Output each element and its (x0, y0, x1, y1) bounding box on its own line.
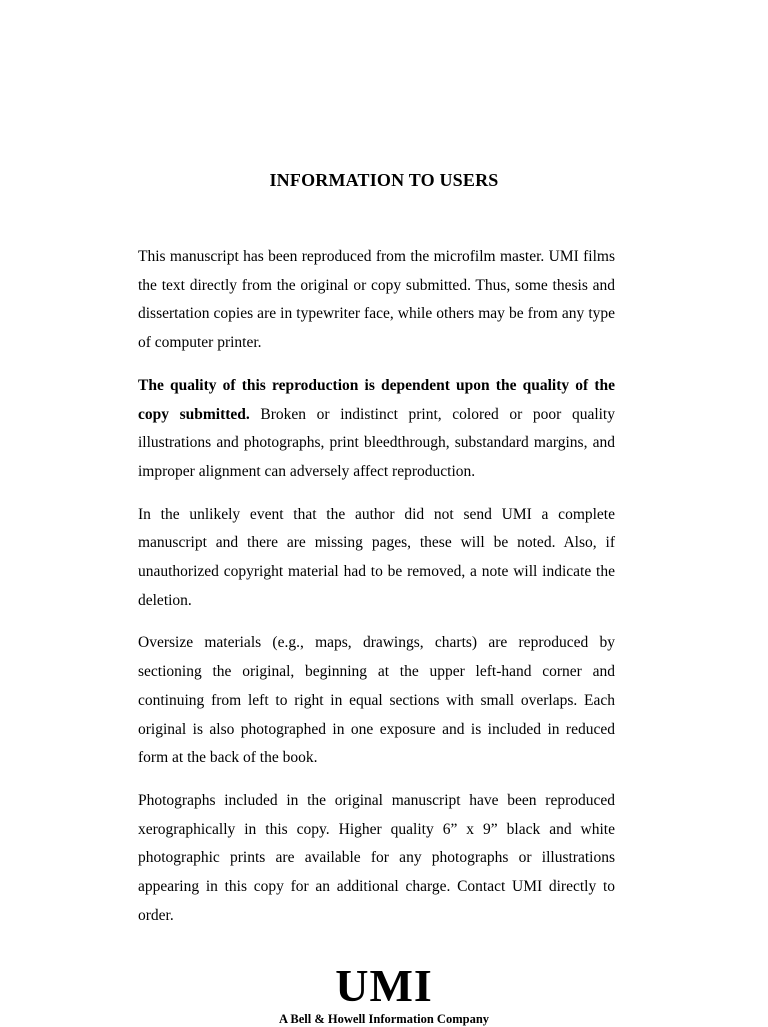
umi-logo: UMI (335, 960, 433, 1011)
paragraph-text: Broken or indistinct print, colored or poor quality illustrations and photographs, print bleedthrough, substandard margins, and improper alignment can adversely affect reproduction. (138, 405, 615, 480)
paragraph-oversize (138, 629, 615, 773)
page-title: INFORMATION TO USERS (269, 170, 499, 190)
paragraph-quality (138, 372, 615, 487)
paragraph-lead: The quality of this reproduction is dependent upon the quality of the copy submitted. (138, 376, 615, 423)
company-tagline: A Bell & Howell Information Company (278, 1012, 490, 1026)
paragraph-text: Oversize materials (e.g., maps, drawings, charts) are reproduced by sectioning the original, beginning at the upper left-hand corner and continuing from left to right in equal sections with small overlaps. Each original is also photographed in one exposure and is included in reduced form at the back of the book. (138, 634, 615, 767)
paragraph-missing-pages (138, 501, 615, 616)
notice-body (138, 243, 615, 944)
paragraph-text: Photographs included in the original manuscript have been reproduced xerographically in this copy. Higher quality 6” x 9” black and white photographic prints are available for any photographs or illustrations appearing in this copy for an additional charge. Contact UMI directly to order. (138, 791, 615, 924)
paragraph-text: This manuscript has been reproduced from the microfilm master. UMI films the text directly from the original or copy submitted. Thus, some thesis and dissertation copies are in typewriter face, while others may be from any type of computer printer. (138, 248, 615, 352)
paragraph-text: In the unlikely event that the author did not send UMI a complete manuscript and there are missing pages, these will be noted. Also, if unauthorized copyright material had to be removed, a note will indicate the deletion. (138, 505, 615, 609)
paragraph-photographs (138, 787, 615, 931)
paragraph-microfilm (138, 243, 615, 358)
